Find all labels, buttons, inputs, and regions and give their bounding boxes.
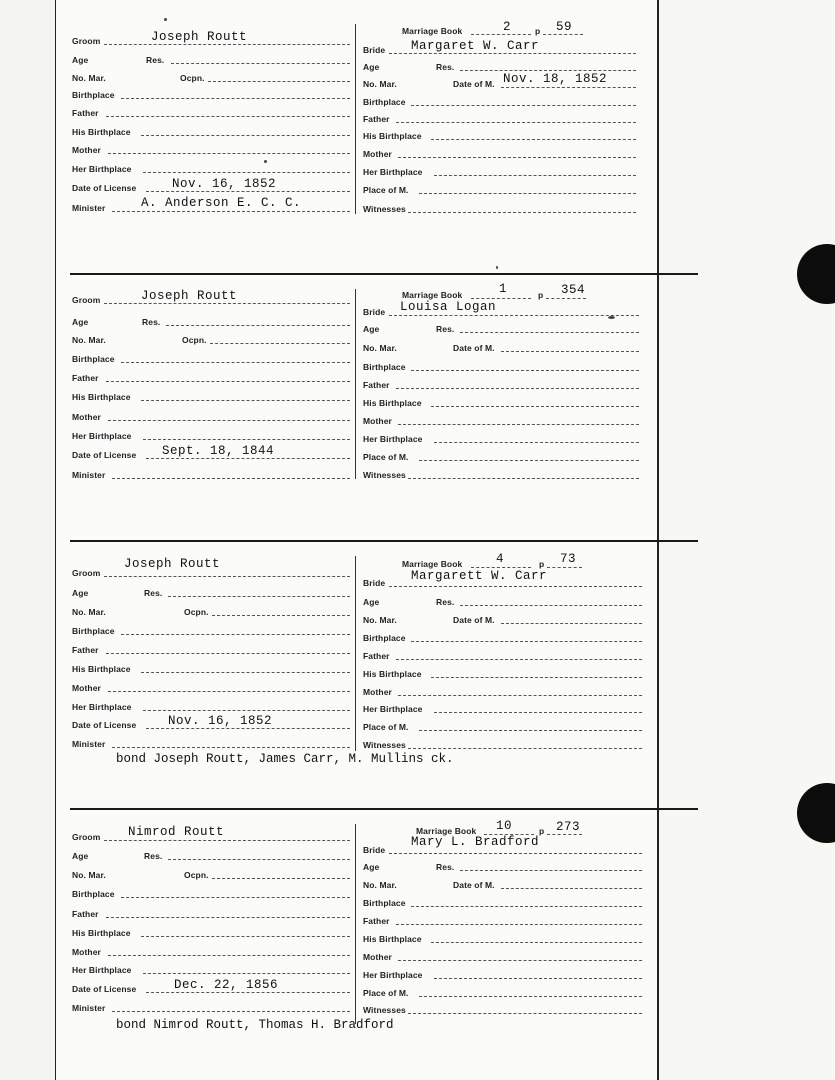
record-sheet [55, 0, 659, 1080]
page-number: 73 [560, 552, 577, 566]
place-of-m-label: Place of M. [363, 185, 409, 195]
bride-res-label: Res. [436, 597, 455, 607]
bride-res-line [460, 332, 639, 333]
bride-label: Bride [363, 307, 386, 317]
age-label: Age [72, 851, 89, 861]
bride-res-label: Res. [436, 862, 455, 872]
ocpn-label: Ocpn. [182, 335, 207, 345]
bride-name: Mary L. Bradford [411, 835, 540, 849]
minister-line [112, 478, 350, 479]
witnesses-label: Witnesses [363, 470, 406, 480]
place-of-m-line [419, 460, 639, 461]
book-number: 1 [499, 282, 508, 296]
date-of-m-line [501, 87, 636, 88]
bride-birthplace-label: Birthplace [363, 898, 406, 908]
his-birthplace-label: His Birthplace [72, 127, 131, 137]
bride-father-line [396, 122, 636, 123]
witnesses-label: Witnesses [363, 1005, 406, 1015]
marriage-record-card [56, 273, 660, 540]
bride-birthplace-label: Birthplace [363, 362, 406, 372]
license-date: Sept. 18, 1844 [162, 444, 275, 458]
bride-birthplace-line [411, 370, 639, 371]
bride-res-label: Res. [436, 62, 455, 72]
column-divider [355, 24, 357, 214]
place-of-m-label: Place of M. [363, 988, 409, 998]
bride-mother-label: Mother [363, 149, 392, 159]
bride-mother-line [398, 424, 639, 425]
res-label: Res. [144, 588, 163, 598]
date-of-m-line [501, 888, 642, 889]
license-line [146, 728, 350, 729]
age-label: Age [72, 317, 89, 327]
bride-birthplace-line [411, 105, 636, 106]
page-line [547, 567, 582, 568]
her-birthplace-label: Her Birthplace [72, 164, 132, 174]
page-label: p [538, 290, 544, 300]
date-of-license-label: Date of License [72, 183, 137, 193]
witnesses-line [408, 748, 642, 749]
scan-speck [264, 160, 267, 163]
ocpn-line [208, 81, 350, 82]
minister-line [112, 747, 350, 748]
bride-her-birthplace-label: Her Birthplace [363, 167, 423, 177]
ocpn-label: Ocpn. [180, 73, 205, 83]
place-of-m-label: Place of M. [363, 722, 409, 732]
bride-no-mar-label: No. Mar. [363, 343, 397, 353]
res-line [168, 596, 350, 597]
bride-name: Margaret W. Carr [411, 39, 540, 53]
res-line [171, 63, 350, 64]
res-line [166, 325, 350, 326]
bride-her-birthplace-line [434, 175, 636, 176]
bride-her-birthplace-label: Her Birthplace [363, 704, 423, 714]
page-number: 273 [556, 820, 581, 834]
minister-name: A. Anderson E. C. C. [141, 196, 302, 210]
bride-his-birthplace-label: His Birthplace [363, 398, 422, 408]
bride-her-birthplace-line [434, 442, 639, 443]
bride-father-label: Father [363, 651, 390, 661]
age-label: Age [72, 588, 89, 598]
bride-birthplace-line [411, 641, 642, 642]
his-birthplace-line [141, 135, 350, 136]
bride-father-line [396, 659, 642, 660]
bride-age-label: Age [363, 62, 380, 72]
date-of-license-label: Date of License [72, 450, 137, 460]
bride-mother-line [398, 960, 642, 961]
birthplace-label: Birthplace [72, 354, 115, 364]
father-label: Father [72, 373, 99, 383]
bride-his-birthplace-label: His Birthplace [363, 131, 422, 141]
bride-mother-label: Mother [363, 952, 392, 962]
mother-line [108, 153, 350, 154]
book-line [471, 298, 531, 299]
mother-label: Mother [72, 412, 101, 422]
ocpn-label: Ocpn. [184, 870, 209, 880]
marriage-book-label: Marriage Book [402, 26, 463, 36]
date-of-m-label: Date of M. [453, 615, 495, 625]
marriage-record-card [56, 808, 660, 1080]
marriage-record-card [56, 0, 660, 273]
date-of-license-label: Date of License [72, 984, 137, 994]
bride-his-birthplace-label: His Birthplace [363, 934, 422, 944]
groom-label: Groom [72, 832, 101, 842]
bride-no-mar-label: No. Mar. [363, 880, 397, 890]
bride-father-line [396, 388, 639, 389]
groom-line [104, 44, 350, 45]
bride-mother-label: Mother [363, 687, 392, 697]
bond-note: bond Nimrod Routt, Thomas H. Bradford [116, 1018, 394, 1032]
her-birthplace-line [143, 439, 350, 440]
her-birthplace-label: Her Birthplace [72, 965, 132, 975]
mother-line [108, 955, 350, 956]
scan-speck [164, 18, 167, 21]
her-birthplace-label: Her Birthplace [72, 431, 132, 441]
place-of-m-line [419, 730, 642, 731]
page-label: p [535, 26, 541, 36]
birthplace-label: Birthplace [72, 90, 115, 100]
bride-father-label: Father [363, 114, 390, 124]
ocpn-line [212, 615, 350, 616]
bond-note: bond Joseph Routt, James Carr, M. Mullins ck. [116, 752, 454, 766]
page-label: p [539, 826, 545, 836]
his-birthplace-line [141, 400, 350, 401]
his-birthplace-label: His Birthplace [72, 392, 131, 402]
bride-his-birthplace-line [431, 677, 642, 678]
column-divider [355, 289, 357, 479]
birthplace-label: Birthplace [72, 889, 115, 899]
bride-her-birthplace-line [434, 712, 642, 713]
bride-mother-line [398, 157, 636, 158]
mother-label: Mother [72, 947, 101, 957]
bride-name: Louisa Logan [400, 300, 497, 314]
his-birthplace-line [141, 936, 350, 937]
bride-birthplace-line [411, 906, 642, 907]
bride-line [389, 315, 639, 316]
witnesses-line [408, 212, 636, 213]
minister-label: Minister [72, 1003, 106, 1013]
age-label: Age [72, 55, 89, 65]
date-of-m-label: Date of M. [453, 343, 495, 353]
date-of-m-line [501, 623, 642, 624]
her-birthplace-line [143, 973, 350, 974]
bride-line [389, 53, 636, 54]
his-birthplace-line [141, 672, 350, 673]
father-line [106, 381, 350, 382]
her-birthplace-label: Her Birthplace [72, 702, 132, 712]
bride-his-birthplace-line [431, 942, 642, 943]
bride-label: Bride [363, 45, 386, 55]
witnesses-line [408, 478, 639, 479]
book-number: 10 [496, 819, 513, 833]
bride-father-line [396, 924, 642, 925]
license-date: Nov. 16, 1852 [172, 177, 277, 191]
ocpn-label: Ocpn. [184, 607, 209, 617]
groom-label: Groom [72, 295, 101, 305]
bride-age-label: Age [363, 862, 380, 872]
bride-mother-line [398, 695, 642, 696]
bride-res-line [460, 70, 636, 71]
minister-line [112, 1011, 350, 1012]
groom-name: Joseph Routt [151, 30, 248, 44]
bride-name: Margarett W. Carr [411, 569, 548, 583]
bride-her-birthplace-label: Her Birthplace [363, 434, 423, 444]
groom-line [104, 303, 350, 304]
scan-speck [608, 316, 615, 319]
bride-res-label: Res. [436, 324, 455, 334]
bride-res-line [460, 605, 642, 606]
bride-birthplace-label: Birthplace [363, 633, 406, 643]
ocpn-line [210, 343, 350, 344]
minister-label: Minister [72, 739, 106, 749]
marriage-date: Nov. 18, 1852 [503, 72, 608, 86]
license-date: Nov. 16, 1852 [168, 714, 273, 728]
res-line [168, 859, 350, 860]
book-line [471, 567, 531, 568]
her-birthplace-line [143, 172, 350, 173]
birthplace-line [121, 98, 350, 99]
page-line [543, 34, 583, 35]
bride-line [389, 586, 642, 587]
mother-line [108, 420, 350, 421]
license-line [146, 458, 350, 459]
bride-label: Bride [363, 578, 386, 588]
father-line [106, 917, 350, 918]
bride-his-birthplace-line [431, 406, 639, 407]
no-mar-label: No. Mar. [72, 73, 106, 83]
marriage-book-label: Marriage Book [416, 826, 477, 836]
ocpn-line [212, 878, 350, 879]
no-mar-label: No. Mar. [72, 607, 106, 617]
birthplace-line [121, 634, 350, 635]
her-birthplace-line [143, 710, 350, 711]
bride-birthplace-label: Birthplace [363, 97, 406, 107]
groom-line [104, 576, 350, 577]
his-birthplace-label: His Birthplace [72, 664, 131, 674]
page-number: 354 [561, 283, 586, 297]
bride-father-label: Father [363, 380, 390, 390]
witnesses-label: Witnesses [363, 740, 406, 750]
groom-label: Groom [72, 568, 101, 578]
groom-name: Joseph Routt [124, 557, 221, 571]
page-line [547, 834, 582, 835]
bride-her-birthplace-label: Her Birthplace [363, 970, 423, 980]
groom-name: Nimrod Routt [128, 825, 225, 839]
bride-line [389, 853, 642, 854]
bride-his-birthplace-line [431, 139, 636, 140]
minister-label: Minister [72, 470, 106, 480]
column-divider [355, 824, 357, 1024]
birthplace-line [121, 362, 350, 363]
bride-res-line [460, 870, 642, 871]
bride-label: Bride [363, 845, 386, 855]
minister-line [112, 211, 350, 212]
date-of-license-label: Date of License [72, 720, 137, 730]
father-label: Father [72, 645, 99, 655]
bride-age-label: Age [363, 597, 380, 607]
date-of-m-line [501, 351, 639, 352]
father-label: Father [72, 108, 99, 118]
groom-name: Joseph Routt [141, 289, 238, 303]
res-label: Res. [146, 55, 165, 65]
page-number: 59 [556, 20, 573, 34]
scan-speck [496, 266, 498, 269]
license-line [146, 992, 350, 993]
book-number: 2 [503, 20, 512, 34]
column-divider [355, 556, 357, 751]
birthplace-label: Birthplace [72, 626, 115, 636]
bride-his-birthplace-label: His Birthplace [363, 669, 422, 679]
bride-father-label: Father [363, 916, 390, 926]
res-label: Res. [142, 317, 161, 327]
date-of-m-label: Date of M. [453, 79, 495, 89]
page-label: p [539, 559, 545, 569]
father-label: Father [72, 909, 99, 919]
license-line [146, 191, 350, 192]
place-of-m-line [419, 193, 636, 194]
page-line [546, 298, 586, 299]
mother-line [108, 691, 350, 692]
witnesses-line [408, 1013, 642, 1014]
mother-label: Mother [72, 683, 101, 693]
mother-label: Mother [72, 145, 101, 155]
father-line [106, 653, 350, 654]
marriage-record-card [56, 540, 660, 808]
his-birthplace-label: His Birthplace [72, 928, 131, 938]
date-of-m-label: Date of M. [453, 880, 495, 890]
birthplace-line [121, 897, 350, 898]
bride-mother-label: Mother [363, 416, 392, 426]
groom-line [104, 840, 350, 841]
no-mar-label: No. Mar. [72, 870, 106, 880]
marriage-book-label: Marriage Book [402, 290, 463, 300]
book-line [471, 34, 531, 35]
bride-her-birthplace-line [434, 978, 642, 979]
witnesses-label: Witnesses [363, 204, 406, 214]
res-label: Res. [144, 851, 163, 861]
bride-no-mar-label: No. Mar. [363, 615, 397, 625]
father-line [106, 116, 350, 117]
no-mar-label: No. Mar. [72, 335, 106, 345]
book-number: 4 [496, 552, 505, 566]
bride-no-mar-label: No. Mar. [363, 79, 397, 89]
marriage-book-label: Marriage Book [402, 559, 463, 569]
bride-age-label: Age [363, 324, 380, 334]
groom-label: Groom [72, 36, 101, 46]
place-of-m-line [419, 996, 642, 997]
place-of-m-label: Place of M. [363, 452, 409, 462]
minister-label: Minister [72, 203, 106, 213]
license-date: Dec. 22, 1856 [174, 978, 279, 992]
